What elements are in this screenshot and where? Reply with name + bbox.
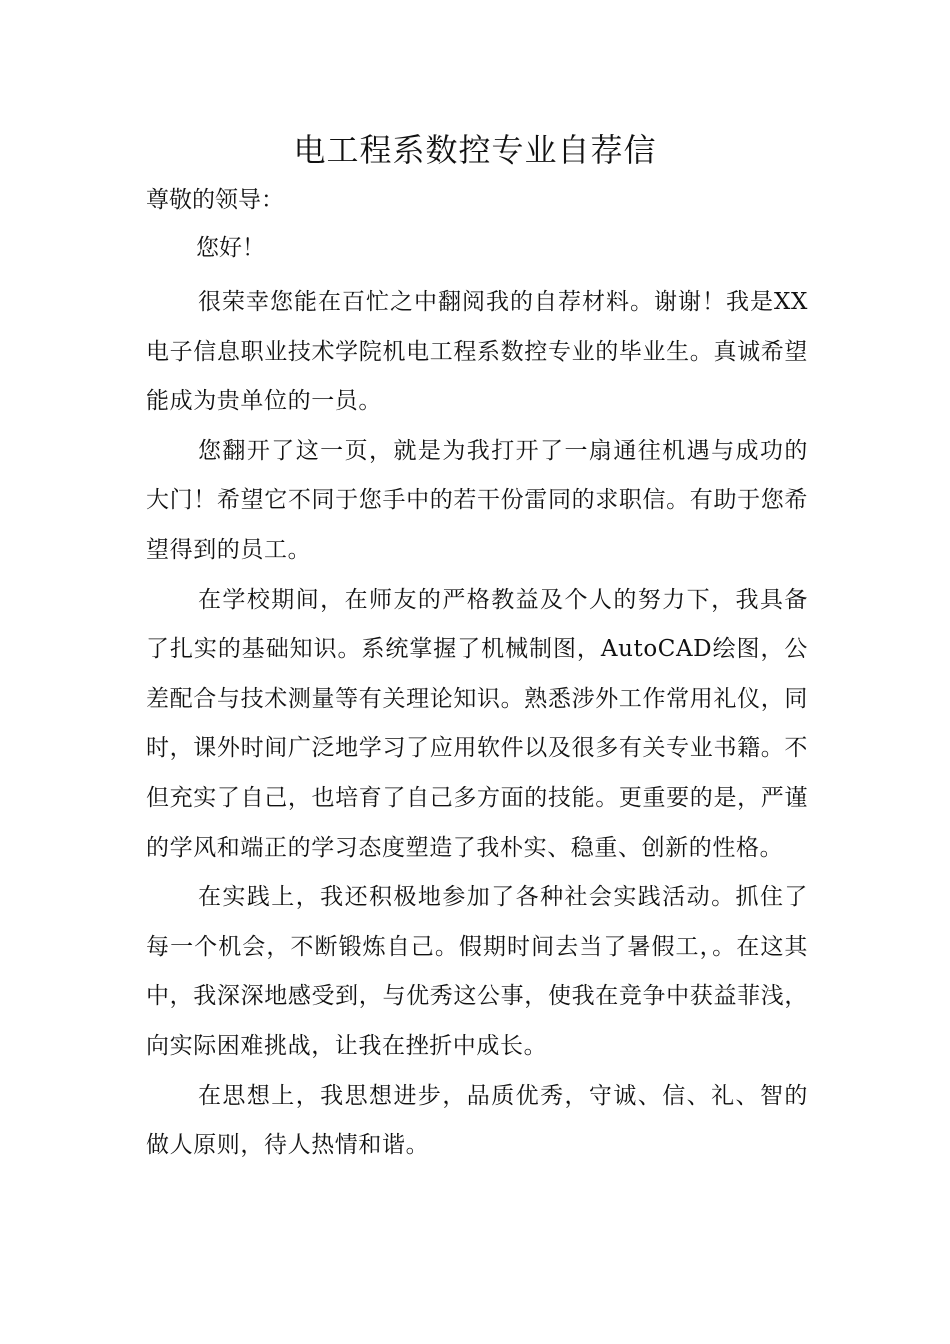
paragraph-opportunity: 您翻开了这一页，就是为我打开了一扇通往机遇与成功的大门！希望它不同于您手中的若干份雷同的求职信。有助于您希望得到的员工。 (146, 437, 808, 563)
letter-body (146, 278, 808, 1171)
page-title: 电工程系数控专业自荐信 (293, 131, 657, 169)
greeting: 您好！ (196, 235, 265, 261)
paragraph-intro: 很荣幸您能在百忙之中翻阅我的自荐材料。谢谢！我是XX电子信息职业技术学院机电工程系数控专业的毕业生。真诚希望能成为贵单位的一员。 (146, 289, 808, 415)
paragraph-character: 在思想上，我思想进步，品质优秀，守诚、信、礼、智的做人原则，待人热情和谐。 (146, 1082, 808, 1159)
paragraph-practice: 在实践上，我还积极地参加了各种社会实践活动。抓住了每一个机会，不断锻炼自己。假期时间去当了暑假工，。在这其中，我深深地感受到，与优秀这公事，使我在竞争中获益菲浅，向实际困难挑战，让我在挫折中成长。 (146, 884, 808, 1059)
paragraph-study: 在学校期间，在师友的严格教益及个人的努力下，我具备了扎实的基础知识。系统掌握了机械制图，AutoCAD绘图，公差配合与技术测量等有关理论知识。熟悉涉外工作常用礼仪，同时，课外时间广泛地学习了应用软件以及很多有关专业书籍。不但充实了自己，也培育了自己多方面的技能。更重要的是，严谨的学风和端正的学习态度塑造了我朴实、稳重、创新的性格。 (146, 586, 808, 861)
salutation: 尊敬的领导： (146, 187, 284, 213)
